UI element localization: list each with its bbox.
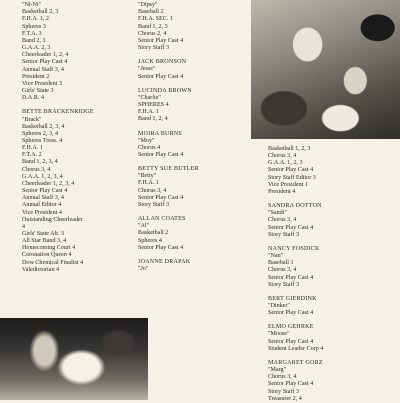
activity-line: Senior Play Cast 4: [138, 37, 184, 44]
activity-line: Story Staff 3: [268, 388, 300, 395]
activity-line: SPHERES 4: [138, 102, 169, 109]
student-name: SANDRA DOTTON: [268, 203, 322, 210]
activity-line: Basketball 2, 3, 4: [22, 123, 65, 130]
entry-spacer: [138, 81, 199, 88]
yearbook-column-left: [22, 0, 94, 274]
activity-line: All Star Band 3, 4: [22, 238, 67, 245]
activity-line: Chorus 2, 4: [138, 30, 167, 37]
activity-line: Girls' State Alt. 3: [22, 231, 65, 237]
activity-line: Senior Play Cast 4: [268, 224, 314, 231]
student-name: ELMO GEHRKE: [268, 324, 314, 331]
photo-top-right: [251, 0, 400, 139]
entry-spacer: [138, 209, 199, 216]
activity-line: Senior Play Cast 4: [138, 244, 184, 251]
activity-line: "Dipsy": [138, 2, 158, 9]
activity-line: "Brack": [22, 116, 42, 123]
entry-spacer: [268, 353, 323, 360]
activity-line: D.A.R. 4: [22, 95, 45, 102]
entry-spacer: [268, 239, 323, 246]
activity-line: Annual Editor 4: [22, 202, 62, 209]
activity-line: Senior Play Cast 4: [22, 188, 68, 195]
activity-line: Story Staff Editor 3: [268, 174, 316, 181]
entry-spacer: [138, 252, 199, 259]
activity-line: Chorus 3, 4: [268, 374, 297, 381]
yearbook-column-right: [268, 146, 323, 403]
activity-line: Girls' State 3: [22, 88, 54, 95]
entry-spacer: [138, 52, 199, 59]
activity-line: "Al": [138, 223, 150, 230]
activity-line: Band 1, 2, 3: [138, 23, 168, 30]
activity-line: Vice President 1: [268, 181, 308, 188]
activity-line: "Marg": [268, 367, 287, 374]
activity-line: Spheres 2, 3, 4: [22, 130, 59, 137]
activity-line: F.H.A. 1, 2: [22, 16, 49, 23]
activity-line: F.H.A. SEC. 1: [138, 16, 174, 23]
student-name: JOANNE DRAPAK: [138, 258, 191, 265]
activity-line: F.H.A. 1: [22, 145, 43, 152]
activity-line: Chorus 3, 4: [268, 267, 297, 274]
activity-line: "Moy": [138, 137, 155, 144]
activity-line: Story Staff 3: [268, 231, 300, 238]
activity-line: Cheerleader 1, 2, 4: [22, 52, 69, 59]
activity-line: President 4: [268, 188, 296, 195]
activity-line: "Nan": [268, 253, 284, 260]
activity-line: "Moose": [268, 331, 290, 338]
activity-line: Senior Play Cast 4: [138, 73, 184, 80]
activity-line: Chorus 3, 4: [22, 166, 51, 173]
activity-line: Spheres 4: [138, 237, 162, 244]
activity-line: Chorus 4: [138, 144, 161, 151]
activity-line: Basketball 2: [138, 230, 169, 237]
activity-line: "Charlie": [138, 94, 161, 101]
student-name: MARGARET GORZ: [268, 359, 323, 366]
activity-line: Story Staff 3: [138, 201, 170, 208]
activity-line: Senior Play Cast 4: [268, 310, 314, 317]
activity-line: Coronation Queen 4: [22, 252, 72, 259]
photo-bottom-left: [0, 318, 148, 400]
activity-line: Basketball 2, 3: [22, 9, 59, 16]
activity-line: Cheerleader 1, 2, 3, 4: [22, 180, 75, 187]
activity-line: Band 1, 2, 4: [138, 116, 168, 123]
activity-line: Chorus 3, 4: [268, 217, 297, 224]
student-name: NANCY FOSDICK: [268, 245, 320, 252]
activity-line: Spheres Treas. 4: [22, 137, 63, 144]
activity-line: Valedictorian 4: [22, 266, 60, 273]
student-name: BETTY SUE BUTLER: [138, 166, 199, 173]
activity-line: Senior Play Cast 4: [138, 151, 184, 158]
activity-line: Senior Play Cast 4: [138, 194, 184, 201]
activity-line: Story Staff 3: [138, 45, 170, 52]
entry-spacer: [268, 317, 323, 324]
activity-line: Student Leader Corp 4: [268, 345, 324, 352]
activity-line: F.H.A. 1: [138, 109, 159, 116]
activity-line: Chorus 3, 4: [138, 187, 167, 194]
student-name: LUCINDA BROWN: [138, 87, 192, 94]
student-name: JACK BRONSON: [138, 59, 187, 66]
student-name: BETTE BRACKENRIDGE: [22, 109, 94, 116]
activity-line: Annual Staff 3, 4: [22, 66, 64, 73]
activity-line: G.A.A. 1, 2, 3, 4: [22, 173, 63, 180]
activity-line: President 2: [22, 73, 50, 80]
activity-line: Senior Play Cast 4: [22, 59, 68, 66]
activity-line: Senior Play Cast 4: [268, 381, 314, 388]
activity-line: Annual Staff 3, 4: [22, 195, 64, 202]
activity-line: Baseball 2: [138, 9, 164, 16]
activity-line: G.A.A. 2, 3: [22, 45, 51, 52]
activity-line: "Ni-Ni": [22, 2, 42, 9]
activity-line: F.H.A. 1: [138, 180, 159, 187]
activity-line: Vice President 3: [22, 80, 62, 87]
activity-line: Outstanding Cheerleader: [22, 216, 83, 223]
activity-line: Homecoming Court 4: [22, 245, 76, 252]
activity-line: "Dinker": [268, 302, 290, 309]
activity-line: "Jesse": [138, 66, 156, 73]
activity-line: Treasurer 2, 4: [268, 395, 302, 402]
activity-line: Band 2, 3: [22, 37, 46, 44]
activity-line: Senior Play Cast 4: [268, 167, 314, 174]
activity-line: G.A.A. 1, 2, 3: [268, 160, 303, 167]
entry-spacer: [268, 196, 323, 203]
activity-line: Story Staff 3: [268, 281, 300, 288]
activity-line: "Betty": [138, 173, 157, 180]
activity-line: Senior Play Cast 4: [268, 274, 314, 281]
activity-line: Senior Play Cast 4: [268, 338, 314, 345]
activity-line: Basketball 1, 2, 3: [268, 146, 311, 152]
activity-line: Chorus 3, 4: [268, 153, 297, 160]
activity-line: Baseball 1: [268, 260, 294, 267]
yearbook-column-middle: [138, 0, 199, 273]
student-name: MOIRA BURNS: [138, 130, 183, 137]
activity-line: F.T.A. 3: [22, 30, 42, 37]
entry-spacer: [138, 159, 199, 166]
activity-line: Band 1, 2, 3, 4: [22, 159, 58, 166]
activity-line: Dow Chemical Finalist 4: [22, 259, 84, 266]
activity-line: "Sandi": [268, 210, 287, 217]
activity-line: Vice President 4: [22, 209, 62, 216]
student-name: ALLAN COATES: [138, 216, 186, 223]
activity-line: "Jo": [138, 266, 149, 272]
entry-spacer: [22, 102, 94, 109]
activity-line: 4: [22, 223, 26, 230]
entry-spacer: [268, 289, 323, 296]
activity-line: F.T.A. 2: [22, 152, 42, 159]
student-name: BERT GIERDINK: [268, 295, 317, 302]
activity-line: Spheres 3: [22, 23, 46, 30]
entry-spacer: [138, 124, 199, 131]
